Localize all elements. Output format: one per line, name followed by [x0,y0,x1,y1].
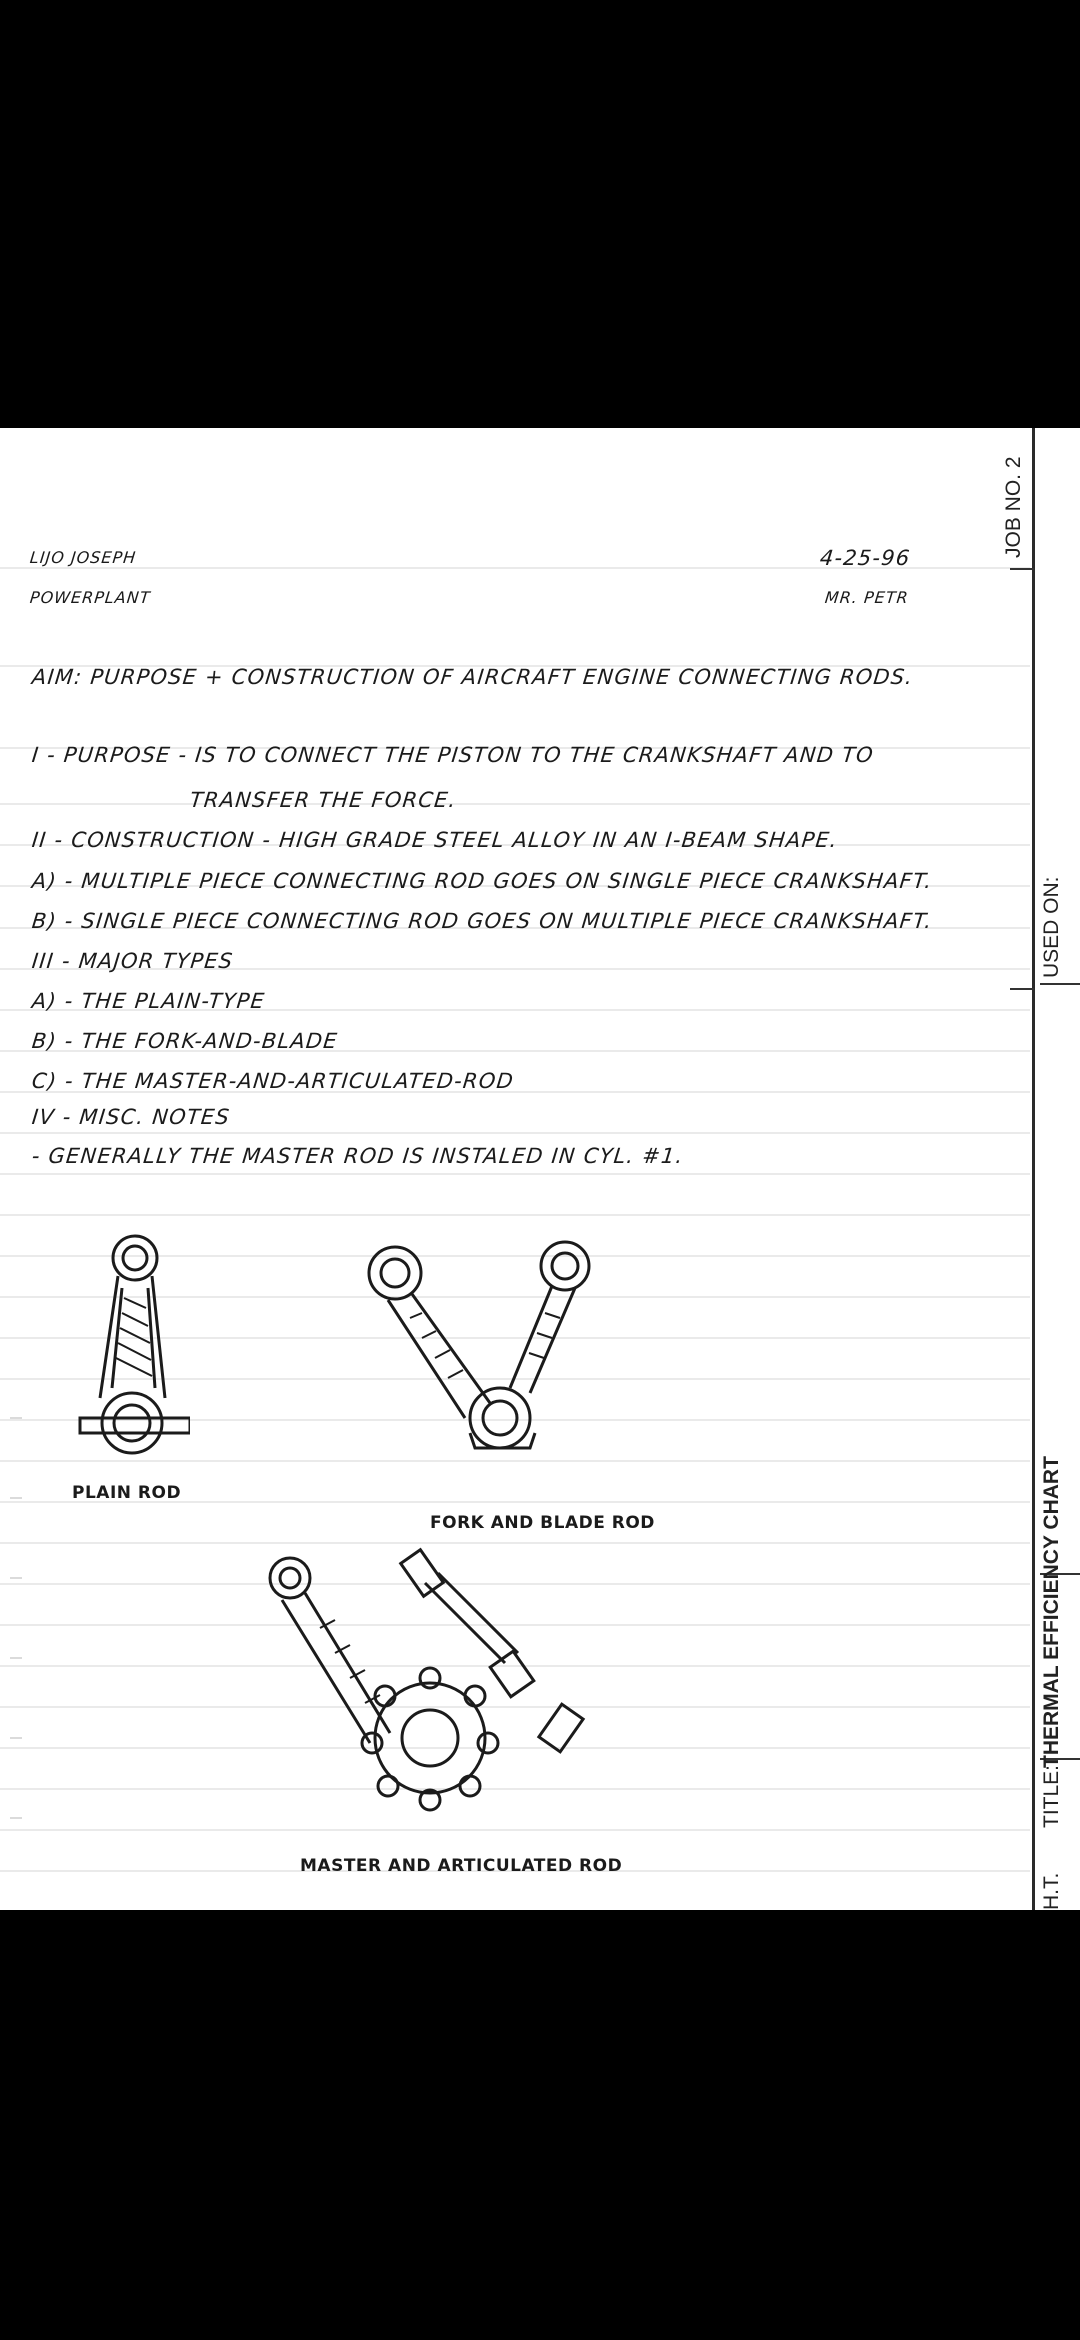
major-types-line: III - MAJOR TYPES [30,949,235,973]
side-border [1032,428,1035,1910]
course-subject: POWERPLANT [29,588,152,607]
misc-notes-line: IV - MISC. NOTES [30,1105,232,1129]
title-value: THERMAL EFFICIENCY CHART [1040,1456,1063,1768]
type-b-line: B) - THE FORK-AND-BLADE [30,1029,340,1053]
plain-rod-drawing [60,1228,190,1468]
purpose-line-cont: TRANSFER THE FORCE. [188,788,458,812]
title-label: TITLE: [1040,1764,1063,1828]
student-name: LIJO JOSEPH [29,548,138,567]
purpose-line: I - PURPOSE - IS TO CONNECT THE PISTON TO THE CRANKSHAFT AND TO [30,743,876,767]
fork-blade-rod-caption: FORK AND BLADE ROD [430,1513,655,1533]
plain-rod-caption: PLAIN ROD [72,1483,182,1503]
type-c-line: C) - THE MASTER-AND-ARTICULATED-ROD [30,1069,516,1093]
construction-b-line: B) - SINGLE PIECE CONNECTING ROD GOES ON MULTIPLE PIECE CRANKSHAFT. [30,909,934,933]
type-a-line: A) - THE PLAIN-TYPE [30,989,267,1013]
date: 4-25-96 [818,546,912,570]
master-articulated-rod-caption: MASTER AND ARTICULATED ROD [300,1856,623,1876]
construction-a-line: A) - MULTIPLE PIECE CONNECTING ROD GOES ON SINGLE PIECE CRANKSHAFT. [30,869,934,893]
used-on-label: USED ON: [1040,876,1063,978]
notebook-page [0,428,1080,1910]
instructor: MR. PETR [824,588,910,607]
aim-line: AIM: PURPOSE + CONSTRUCTION OF AIRCRAFT ENGINE CONNECTING RODS. [30,665,915,689]
fork-blade-rod-drawing [360,1228,600,1468]
misc-note-1-line: - GENERALLY THE MASTER ROD IS INSTALED IN CYL. #1. [30,1144,685,1168]
side-divider-1 [1010,568,1034,570]
job-no-label: JOB NO. 2 [1002,456,1025,558]
ht-label: H.T. [1040,1872,1063,1910]
side-divider-3 [1040,983,1080,985]
construction-line: II - CONSTRUCTION - HIGH GRADE STEEL ALLOY IN AN I-BEAM SHAPE. [30,828,840,852]
master-articulated-rod-drawing [260,1538,600,1838]
side-divider-2 [1010,988,1034,990]
